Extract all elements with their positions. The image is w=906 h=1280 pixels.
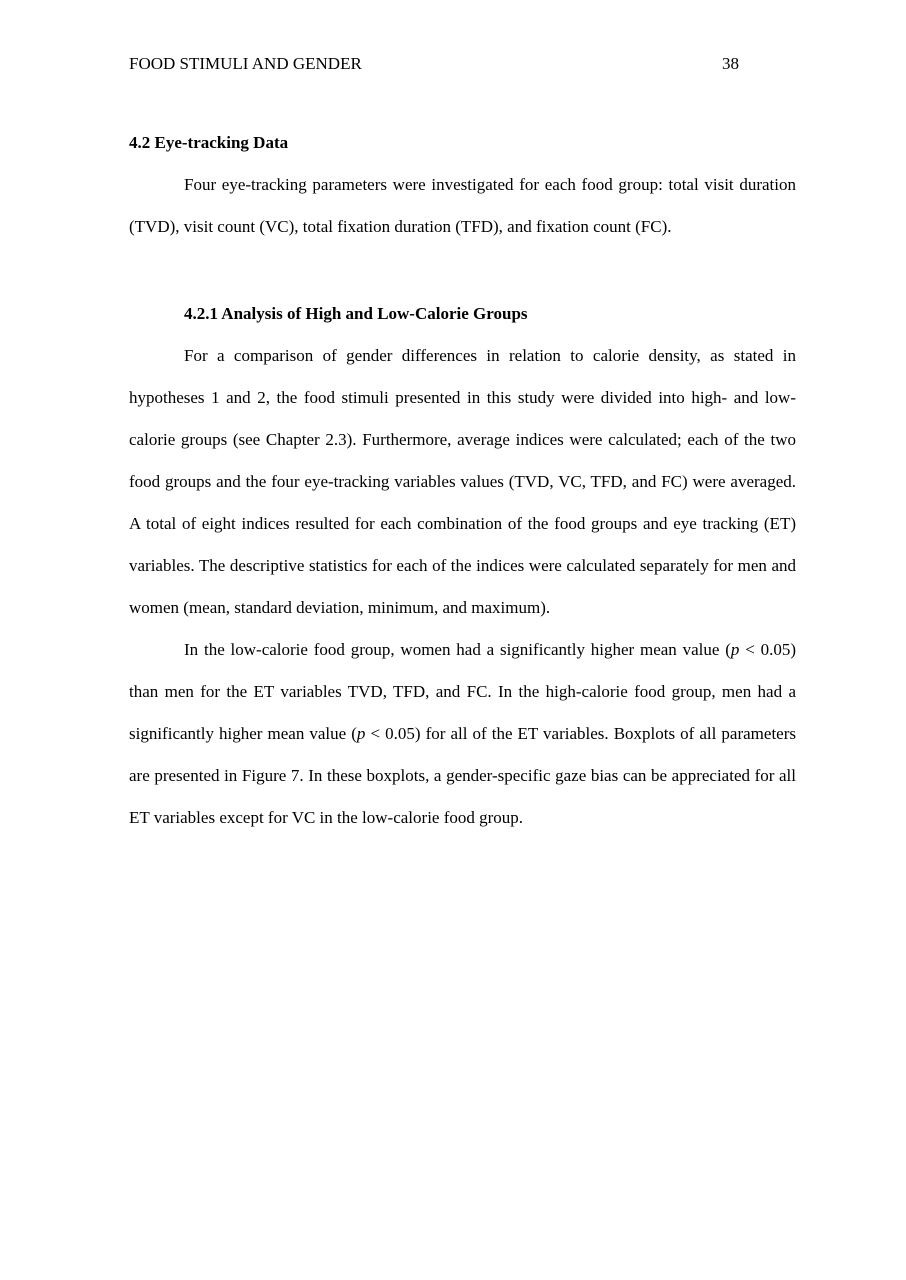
paragraph-2-text-c: < 0.05) for all of the ET variables. Boxplots of all parameters are presented in Figure 7. In these boxplots, a gender-specific gaze bias can be appreciated for all ET variables except for VC in the low-calorie food group. [129,724,796,827]
subsection-paragraph-2 [129,629,796,839]
section-spacer [129,248,796,301]
paragraph-2-text-a: In the low-calorie food group, women had a significantly higher mean value ( [184,640,731,659]
subsection-heading: 4.2.1 Analysis of High and Low-Calorie Groups [184,304,528,323]
p-value-symbol: p [730,640,740,659]
p-value-symbol: p [356,724,366,743]
section-heading: 4.2 Eye-tracking Data [129,133,289,152]
paragraph-2-text-b: < 0.05) than men for the ET variables TVD, TFD, and FC. In the high-calorie food group, men had a significantly higher mean value ( [129,640,796,743]
page-content [129,130,796,839]
running-head: FOOD STIMULI AND GENDER [129,54,362,73]
page-number: 38 [722,54,739,73]
section-paragraph: Four eye-tracking parameters were investigated for each food group: total visit duration (TVD), visit count (VC), total fixation duration (TFD), and fixation count (FC). [129,175,796,236]
subsection-paragraph-1: For a comparison of gender differences in relation to calorie density, as stated in hypotheses 1 and 2, the food stimuli presented in this study were divided into high- and low-calorie groups (see Chapter 2.3). Furthermore, average indices were calculated; each of the two food groups and the four eye-tracking variables values (TVD, VC, TFD, and FC) were averaged. A total of eight indices resulted for each combination of the food groups and eye tracking (ET) variables. The descriptive statistics for each of the indices were calculated separately for men and women (mean, standard deviation, minimum, and maximum). [129,346,796,617]
